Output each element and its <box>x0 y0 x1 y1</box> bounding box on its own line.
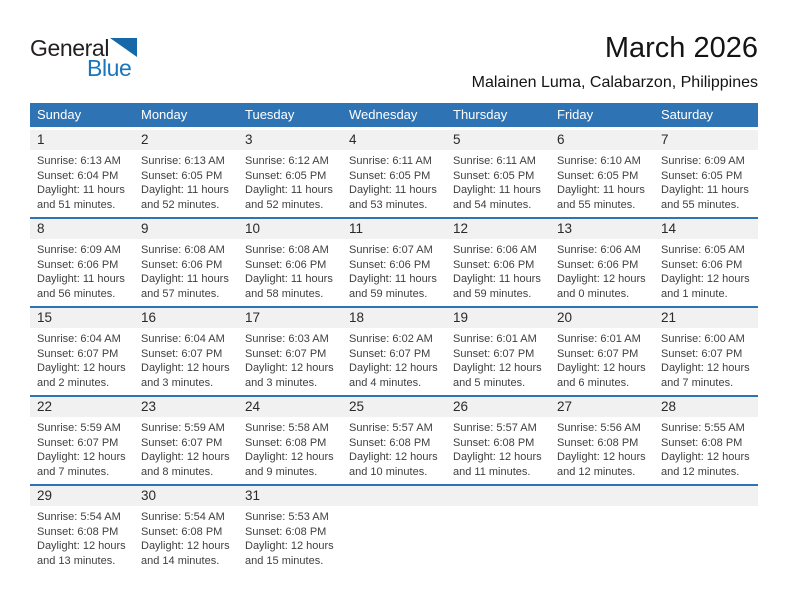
day-cell-21 <box>654 307 758 396</box>
daylight-text-line1: Daylight: 11 hours <box>245 184 333 197</box>
daylight-text-line1: Daylight: 12 hours <box>557 451 646 464</box>
daylight-text-line1: Daylight: 12 hours <box>349 362 438 375</box>
daylight-text-line1: Daylight: 12 hours <box>557 362 646 375</box>
day-cell-12 <box>446 218 550 307</box>
daylight-text-line2: and 51 minutes. <box>37 198 116 211</box>
sunset-text: Sunset: 6:06 PM <box>557 258 639 271</box>
day-info <box>30 328 134 390</box>
daylight-text-line2: and 14 minutes. <box>141 554 220 567</box>
day-number: 31 <box>238 486 342 506</box>
day-info <box>446 239 550 301</box>
sunset-text: Sunset: 6:06 PM <box>141 258 223 271</box>
sunrise-text: Sunrise: 6:06 AM <box>557 244 641 256</box>
week-row-1 <box>30 129 758 219</box>
daylight-text-line2: and 10 minutes. <box>349 465 428 478</box>
sunset-text: Sunset: 6:05 PM <box>557 169 639 182</box>
daylight-text-line1: Daylight: 11 hours <box>557 184 645 197</box>
sunrise-text: Sunrise: 6:11 AM <box>453 155 536 167</box>
week-row-2 <box>30 218 758 307</box>
day-cell-empty <box>446 485 550 573</box>
sunrise-text: Sunrise: 6:10 AM <box>557 155 641 167</box>
daylight-text-line1: Daylight: 12 hours <box>245 362 334 375</box>
sunset-text: Sunset: 6:05 PM <box>349 169 431 182</box>
daylight-text-line2: and 3 minutes. <box>245 376 318 389</box>
day-cell-13 <box>550 218 654 307</box>
daylight-text-line2: and 1 minute. <box>661 287 728 300</box>
daylight-text-line1: Daylight: 11 hours <box>141 184 229 197</box>
day-number: 7 <box>654 130 758 150</box>
sunrise-text: Sunrise: 6:01 AM <box>453 333 537 345</box>
sunrise-text: Sunrise: 6:08 AM <box>141 244 225 256</box>
day-cell-2 <box>134 129 238 219</box>
sunset-text: Sunset: 6:05 PM <box>661 169 743 182</box>
sunset-text: Sunset: 6:08 PM <box>245 525 327 538</box>
day-number: 15 <box>30 308 134 328</box>
day-number: 18 <box>342 308 446 328</box>
daylight-text-line1: Daylight: 12 hours <box>661 273 750 286</box>
daylight-text-line1: Daylight: 12 hours <box>661 362 750 375</box>
day-info <box>550 239 654 301</box>
day-info <box>342 239 446 301</box>
day-cell-28 <box>654 396 758 485</box>
sunrise-text: Sunrise: 6:04 AM <box>37 333 121 345</box>
day-number: 13 <box>550 219 654 239</box>
daylight-text-line1: Daylight: 11 hours <box>453 273 541 286</box>
sunrise-text: Sunrise: 6:08 AM <box>245 244 329 256</box>
sunrise-text: Sunrise: 6:12 AM <box>245 155 329 167</box>
sunset-text: Sunset: 6:07 PM <box>349 347 431 360</box>
daylight-text-line2: and 52 minutes. <box>141 198 220 211</box>
sunset-text: Sunset: 6:07 PM <box>141 347 223 360</box>
day-info <box>134 417 238 479</box>
daylight-text-line2: and 12 minutes. <box>661 465 740 478</box>
sunset-text: Sunset: 6:04 PM <box>37 169 119 182</box>
day-info <box>446 417 550 479</box>
day-number: 9 <box>134 219 238 239</box>
logo-text-general: General <box>30 35 110 61</box>
daylight-text-line1: Daylight: 12 hours <box>141 451 230 464</box>
day-number: 1 <box>30 130 134 150</box>
daylight-text-line1: Daylight: 12 hours <box>661 451 750 464</box>
daylight-text-line2: and 53 minutes. <box>349 198 428 211</box>
daylight-text-line2: and 4 minutes. <box>349 376 422 389</box>
daylight-text-line2: and 9 minutes. <box>245 465 318 478</box>
day-number: 24 <box>238 397 342 417</box>
sunset-text: Sunset: 6:07 PM <box>37 436 119 449</box>
day-number: 23 <box>134 397 238 417</box>
sunset-text: Sunset: 6:08 PM <box>453 436 535 449</box>
day-number: 14 <box>654 219 758 239</box>
day-number: 4 <box>342 130 446 150</box>
day-cell-15 <box>30 307 134 396</box>
daylight-text-line2: and 7 minutes. <box>37 465 110 478</box>
calendar-header <box>30 103 758 129</box>
daylight-text-line2: and 52 minutes. <box>245 198 324 211</box>
day-number: 28 <box>654 397 758 417</box>
week-row-4 <box>30 396 758 485</box>
daylight-text-line1: Daylight: 12 hours <box>557 273 646 286</box>
day-info <box>30 150 134 212</box>
sunrise-text: Sunrise: 5:55 AM <box>661 422 745 434</box>
daylight-text-line2: and 54 minutes. <box>453 198 532 211</box>
daylight-text-line2: and 5 minutes. <box>453 376 526 389</box>
day-info <box>446 328 550 390</box>
day-cell-20 <box>550 307 654 396</box>
day-info <box>342 150 446 212</box>
day-number: 16 <box>134 308 238 328</box>
daylight-text-line1: Daylight: 11 hours <box>349 273 437 286</box>
sunset-text: Sunset: 6:05 PM <box>141 169 223 182</box>
daylight-text-line1: Daylight: 11 hours <box>661 184 749 197</box>
daylight-text-line2: and 6 minutes. <box>557 376 630 389</box>
day-cell-5 <box>446 129 550 219</box>
day-info <box>446 150 550 212</box>
sunrise-text: Sunrise: 5:54 AM <box>141 511 225 523</box>
day-cell-30 <box>134 485 238 573</box>
day-number: 26 <box>446 397 550 417</box>
sunrise-text: Sunrise: 6:04 AM <box>141 333 225 345</box>
day-number <box>446 486 550 506</box>
day-number: 21 <box>654 308 758 328</box>
day-cell-23 <box>134 396 238 485</box>
day-cell-19 <box>446 307 550 396</box>
sunrise-text: Sunrise: 6:09 AM <box>37 244 121 256</box>
daylight-text-line1: Daylight: 11 hours <box>37 184 125 197</box>
day-number: 27 <box>550 397 654 417</box>
day-cell-25 <box>342 396 446 485</box>
daylight-text-line2: and 58 minutes. <box>245 287 324 300</box>
sunset-text: Sunset: 6:07 PM <box>557 347 639 360</box>
day-number: 2 <box>134 130 238 150</box>
daylight-text-line1: Daylight: 12 hours <box>245 540 334 553</box>
daylight-text-line1: Daylight: 11 hours <box>37 273 125 286</box>
daylight-text-line2: and 0 minutes. <box>557 287 630 300</box>
day-cell-9 <box>134 218 238 307</box>
day-cell-14 <box>654 218 758 307</box>
day-number: 22 <box>30 397 134 417</box>
daylight-text-line2: and 55 minutes. <box>557 198 636 211</box>
sunrise-text: Sunrise: 5:58 AM <box>245 422 329 434</box>
day-info <box>134 239 238 301</box>
daylight-text-line1: Daylight: 12 hours <box>37 451 126 464</box>
day-info <box>342 417 446 479</box>
sunset-text: Sunset: 6:06 PM <box>661 258 743 271</box>
day-info <box>134 150 238 212</box>
day-number: 3 <box>238 130 342 150</box>
sunrise-text: Sunrise: 5:53 AM <box>245 511 329 523</box>
day-number: 11 <box>342 219 446 239</box>
day-info <box>134 506 238 568</box>
sunrise-text: Sunrise: 6:02 AM <box>349 333 433 345</box>
weekday-header-thursday: Thursday <box>446 103 550 129</box>
general-blue-logo <box>30 37 137 80</box>
day-cell-empty <box>654 485 758 573</box>
daylight-text-line1: Daylight: 12 hours <box>141 362 230 375</box>
day-cell-4 <box>342 129 446 219</box>
daylight-text-line1: Daylight: 11 hours <box>245 273 333 286</box>
daylight-text-line2: and 13 minutes. <box>37 554 116 567</box>
day-number <box>550 486 654 506</box>
day-cell-17 <box>238 307 342 396</box>
day-cell-11 <box>342 218 446 307</box>
daylight-text-line1: Daylight: 12 hours <box>349 451 438 464</box>
daylight-text-line1: Daylight: 12 hours <box>37 540 126 553</box>
day-info <box>238 239 342 301</box>
day-number: 20 <box>550 308 654 328</box>
day-info <box>238 506 342 568</box>
day-info <box>238 328 342 390</box>
day-number: 19 <box>446 308 550 328</box>
day-cell-22 <box>30 396 134 485</box>
weekday-header-wednesday: Wednesday <box>342 103 446 129</box>
daylight-text-line2: and 12 minutes. <box>557 465 636 478</box>
day-info <box>30 239 134 301</box>
sunset-text: Sunset: 6:07 PM <box>37 347 119 360</box>
weekday-header-tuesday: Tuesday <box>238 103 342 129</box>
day-number: 30 <box>134 486 238 506</box>
sunset-text: Sunset: 6:06 PM <box>37 258 119 271</box>
day-info <box>342 328 446 390</box>
day-number: 12 <box>446 219 550 239</box>
day-number: 5 <box>446 130 550 150</box>
sunrise-text: Sunrise: 6:00 AM <box>661 333 745 345</box>
sunrise-text: Sunrise: 6:13 AM <box>37 155 121 167</box>
day-info <box>134 328 238 390</box>
day-info <box>550 417 654 479</box>
day-number <box>654 486 758 506</box>
daylight-text-line2: and 7 minutes. <box>661 376 734 389</box>
day-cell-empty <box>342 485 446 573</box>
day-number: 6 <box>550 130 654 150</box>
sunset-text: Sunset: 6:07 PM <box>661 347 743 360</box>
daylight-text-line1: Daylight: 11 hours <box>349 184 437 197</box>
daylight-text-line2: and 59 minutes. <box>349 287 428 300</box>
sunrise-text: Sunrise: 5:54 AM <box>37 511 121 523</box>
day-number: 8 <box>30 219 134 239</box>
daylight-text-line2: and 55 minutes. <box>661 198 740 211</box>
day-number: 29 <box>30 486 134 506</box>
day-number: 17 <box>238 308 342 328</box>
weekday-header-sunday: Sunday <box>30 103 134 129</box>
sunrise-text: Sunrise: 6:11 AM <box>349 155 432 167</box>
daylight-text-line1: Daylight: 12 hours <box>453 451 542 464</box>
sunrise-text: Sunrise: 5:59 AM <box>37 422 121 434</box>
day-info <box>654 417 758 479</box>
day-info <box>654 239 758 301</box>
weekday-header-monday: Monday <box>134 103 238 129</box>
day-cell-27 <box>550 396 654 485</box>
daylight-text-line2: and 8 minutes. <box>141 465 214 478</box>
day-cell-1 <box>30 129 134 219</box>
sunrise-text: Sunrise: 6:03 AM <box>245 333 329 345</box>
sunrise-text: Sunrise: 6:06 AM <box>453 244 537 256</box>
sunset-text: Sunset: 6:08 PM <box>141 525 223 538</box>
daylight-text-line1: Daylight: 12 hours <box>37 362 126 375</box>
day-info <box>30 506 134 568</box>
calendar-table <box>30 103 758 573</box>
sunrise-text: Sunrise: 6:07 AM <box>349 244 433 256</box>
day-cell-7 <box>654 129 758 219</box>
day-cell-18 <box>342 307 446 396</box>
sunrise-text: Sunrise: 5:59 AM <box>141 422 225 434</box>
day-cell-3 <box>238 129 342 219</box>
sunset-text: Sunset: 6:08 PM <box>661 436 743 449</box>
day-info <box>30 417 134 479</box>
sunset-text: Sunset: 6:08 PM <box>349 436 431 449</box>
sunrise-text: Sunrise: 6:13 AM <box>141 155 225 167</box>
day-info <box>238 150 342 212</box>
sunset-text: Sunset: 6:08 PM <box>245 436 327 449</box>
sunrise-text: Sunrise: 6:01 AM <box>557 333 641 345</box>
sunset-text: Sunset: 6:05 PM <box>245 169 327 182</box>
day-cell-31 <box>238 485 342 573</box>
sunrise-text: Sunrise: 6:05 AM <box>661 244 745 256</box>
daylight-text-line1: Daylight: 12 hours <box>453 362 542 375</box>
sunset-text: Sunset: 6:05 PM <box>453 169 535 182</box>
sunrise-text: Sunrise: 5:56 AM <box>557 422 641 434</box>
sunrise-text: Sunrise: 6:09 AM <box>661 155 745 167</box>
daylight-text-line2: and 57 minutes. <box>141 287 220 300</box>
day-cell-26 <box>446 396 550 485</box>
daylight-text-line1: Daylight: 11 hours <box>141 273 229 286</box>
weekday-header-friday: Friday <box>550 103 654 129</box>
day-info <box>654 150 758 212</box>
day-cell-empty <box>550 485 654 573</box>
title-block <box>472 33 758 92</box>
day-number: 10 <box>238 219 342 239</box>
day-cell-6 <box>550 129 654 219</box>
sunset-text: Sunset: 6:08 PM <box>557 436 639 449</box>
weekday-header-saturday: Saturday <box>654 103 758 129</box>
daylight-text-line1: Daylight: 11 hours <box>453 184 541 197</box>
daylight-text-line1: Daylight: 12 hours <box>245 451 334 464</box>
sunset-text: Sunset: 6:07 PM <box>245 347 327 360</box>
daylight-text-line2: and 56 minutes. <box>37 287 116 300</box>
daylight-text-line2: and 11 minutes. <box>453 465 531 478</box>
sunrise-text: Sunrise: 5:57 AM <box>349 422 433 434</box>
weekday-header-row <box>30 103 758 129</box>
day-cell-10 <box>238 218 342 307</box>
day-cell-24 <box>238 396 342 485</box>
daylight-text-line1: Daylight: 12 hours <box>141 540 230 553</box>
day-cell-8 <box>30 218 134 307</box>
week-row-3 <box>30 307 758 396</box>
day-cell-16 <box>134 307 238 396</box>
sunset-text: Sunset: 6:06 PM <box>349 258 431 271</box>
day-number <box>342 486 446 506</box>
week-row-5 <box>30 485 758 573</box>
logo-text-blue: Blue <box>87 55 132 81</box>
daylight-text-line2: and 3 minutes. <box>141 376 214 389</box>
sunset-text: Sunset: 6:06 PM <box>245 258 327 271</box>
day-info <box>654 328 758 390</box>
sunset-text: Sunset: 6:07 PM <box>141 436 223 449</box>
day-info <box>550 328 654 390</box>
sunset-text: Sunset: 6:07 PM <box>453 347 535 360</box>
daylight-text-line2: and 2 minutes. <box>37 376 110 389</box>
daylight-text-line2: and 59 minutes. <box>453 287 532 300</box>
calendar-body <box>30 129 758 574</box>
day-cell-29 <box>30 485 134 573</box>
sunrise-text: Sunrise: 5:57 AM <box>453 422 537 434</box>
day-number: 25 <box>342 397 446 417</box>
sunset-text: Sunset: 6:06 PM <box>453 258 535 271</box>
sunset-text: Sunset: 6:08 PM <box>37 525 119 538</box>
day-info <box>238 417 342 479</box>
page-subtitle: Malainen Luma, Calabarzon, Philippines <box>471 73 758 91</box>
page-title: March 2026 <box>604 32 758 64</box>
day-info <box>550 150 654 212</box>
daylight-text-line2: and 15 minutes. <box>245 554 324 567</box>
